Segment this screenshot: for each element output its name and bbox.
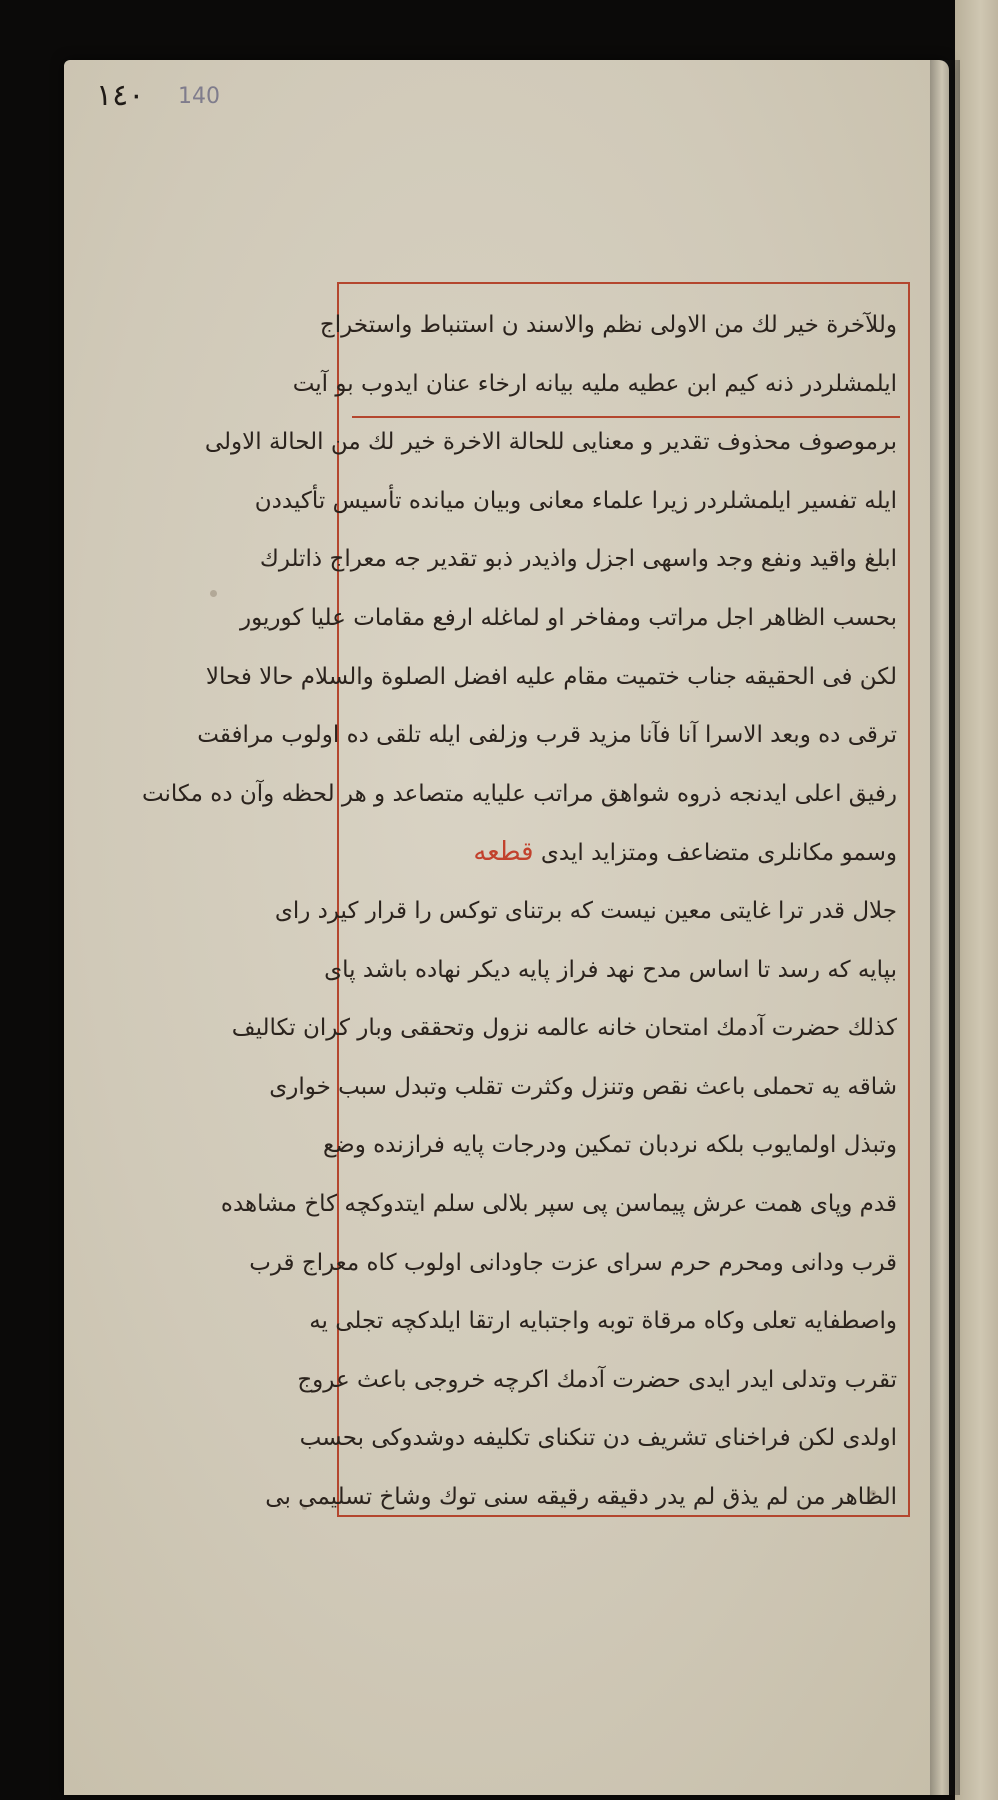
stain-spot [210, 590, 217, 597]
text-line: جلال قدر ترا غايتى معين نيست كه برتناى توكس را قرار كيرد راى [274, 897, 897, 924]
text-line: ترقى ده وبعد الاسرا آنا فآنا مزيد قرب وزلفى ايله تلقى ده اولوب مرافقت [197, 722, 897, 749]
text-line: رفيق اعلى ايدنجه ذروه شواهق مراتب عليايه متصاعد و هر لحظه وآن ده مكانت [141, 780, 897, 807]
text-line: وتبذل اولمايوب بلكه نردبان تمكين ودرجات پايه فرازنده وضع [322, 1132, 897, 1159]
text-line: ابلغ واقيد ونفع وجد واسهى اجزل واذيدر ذبو تقدير جه معراج ذاتلرك [259, 546, 897, 573]
text-line: لكن فى الحقيقه جناب ختميت مقام عليه افضل الصلوة والسلام حالا فحالا [205, 663, 897, 690]
text-line: وللآخرة خير لك من الاولى نظم والاسند ن استنباط واستخراج [319, 312, 897, 338]
text-line: بپايه كه رسد تا اساس مدح نهد فراز پايه ديكر نهاده باشد پاى [324, 956, 897, 983]
text-line: وسمو مكانلرى متضاعف ومتزايد ايدى [540, 840, 897, 867]
folio-number-arabic: ١٤٠ [96, 78, 145, 113]
text-line: الظاهر من لم يذق لم يدر دقيقه رقيقه سنى توك وشاخ تسليمى بى [265, 1483, 897, 1510]
folio-number-modern: 140 [178, 84, 220, 109]
text-line: تقرب وتدلى ايدر ايدى حضرت آدمك اكرچه خروجى باعث عروج [297, 1366, 897, 1393]
text-line: اولدى لكن فراخناى تشريف دن تنكناى تكليفه دوشدوكى بحسب [299, 1425, 897, 1452]
text-line: كذلك حضرت آدمك امتحان خانه عالمه نزول وتحققى وبار كران تكاليف [231, 1015, 897, 1042]
text-line: ايله تفسير ايلمشلردر زيرا علماء معانى وبيان ميانده تأسيس تأكيددن [254, 487, 897, 514]
text-line: قرب ودانى ومحرم حرم سراى عزت جاودانى اولوب كاه معراج قرب [249, 1249, 897, 1276]
text-line: بحسب الظاهر اجل مراتب ومفاخر او لماغله ارفع مقامات عليا كوريور [239, 604, 897, 631]
text-line: قدم وپاى همت عرش پيماسن پى سپر بلالى سلم ايتدوكچه كاخ مشاهده [220, 1190, 897, 1217]
text-line: برموصوف محذوف تقدير و معنايى للحالة الاخرة خير لك من الحالة الاولى [204, 429, 897, 456]
page-gutter [930, 60, 960, 1795]
adjacent-page-edge [955, 0, 998, 1800]
text-line-with-rubric [355, 823, 897, 882]
text-line: واصطفايه تعلى وكاه مرقاة توبه واجتبايه ارتقا ايلدكچه تجلى يه [309, 1308, 897, 1335]
rubric-heading: قطعه [473, 837, 534, 868]
text-line: شاقه يه تحملى باعث نقص وتنزل وكثرت تقلب وتبدل سبب خوارى [269, 1073, 897, 1100]
text-block [141, 296, 897, 1526]
text-line: ايلمشلردر ذنه كيم ابن عطيه مليه بيانه ارخاء عنان ايدوب بو آيت [292, 370, 897, 397]
